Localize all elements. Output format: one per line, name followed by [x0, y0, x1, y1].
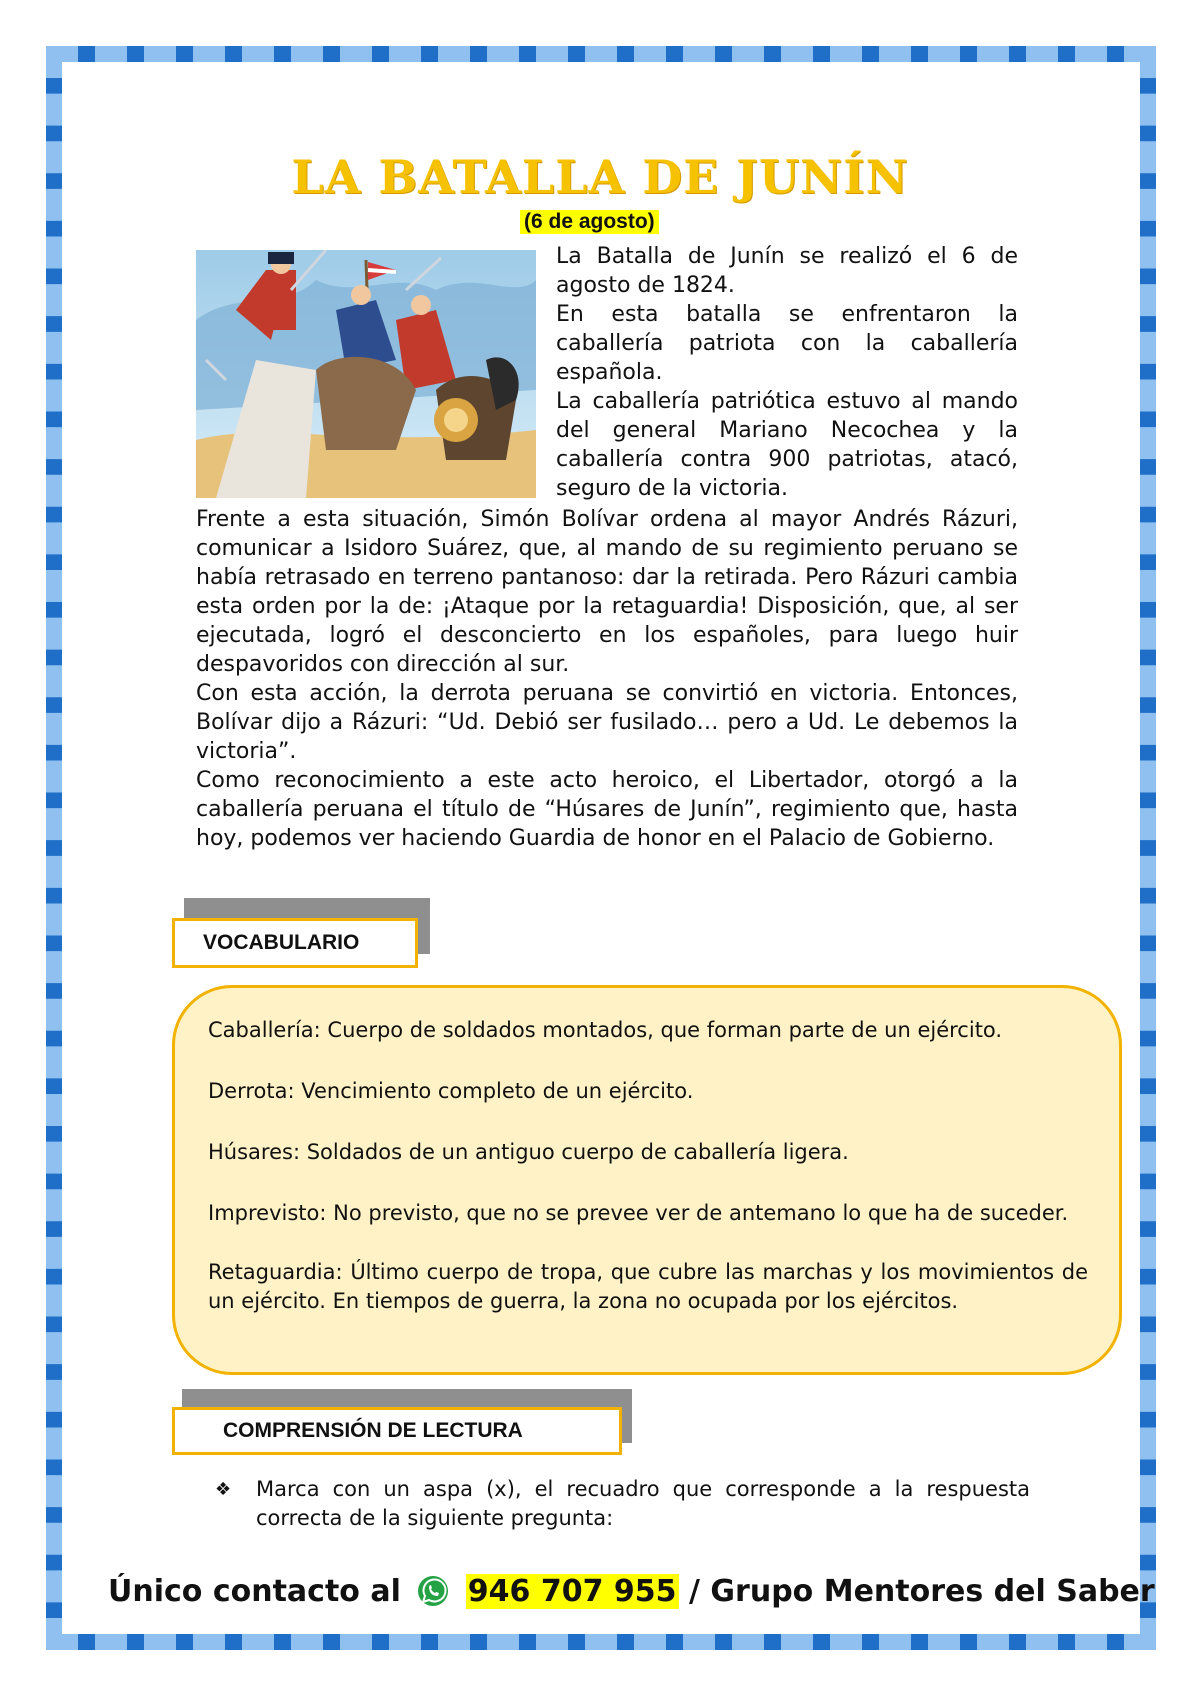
footer-prefix: Único contacto al — [108, 1574, 401, 1609]
body-text — [196, 505, 1018, 853]
footer-contact — [108, 1574, 1155, 1609]
intro-paragraph: La Batalla de Junín se realizó el 6 de agosto de 1824. — [556, 244, 1018, 298]
intro-text — [556, 242, 1018, 503]
vocab-entry — [208, 1199, 1088, 1228]
vocab-definition: No previsto, que no se prevee ver de antemano lo que ha de suceder. — [333, 1201, 1069, 1225]
body-paragraph: Con esta acción, la derrota peruana se convirtió en victoria. Entonces, Bolívar dijo a Rázuri: “Ud. Debió ser fusilado… pero a Ud. Le debemos la victoria”. — [196, 681, 1018, 764]
body-paragraph: Como reconocimiento a este acto heroico, el Libertador, otorgó a la caballería peruana el título de “Húsares de Junín”, regimiento que, hasta hoy, podemos ver haciendo Guardia de honor en el Palacio de Gobierno. — [196, 768, 1018, 851]
vocab-definition: Cuerpo de soldados montados, que forman parte de un ejército. — [327, 1018, 1003, 1042]
diamond-bullet-icon: ❖ — [215, 1479, 232, 1500]
vocabulary-header: VOCABULARIO — [172, 918, 418, 968]
whatsapp-icon — [417, 1575, 449, 1607]
page-title: LA BATALLA DE JUNÍN — [291, 150, 909, 204]
vocab-term: Derrota: — [208, 1079, 295, 1103]
vocab-term: Imprevisto: — [208, 1201, 327, 1225]
footer-phone: 946 707 955 — [467, 1574, 677, 1609]
vocab-entry — [208, 1138, 1088, 1167]
vocab-term: Caballería: — [208, 1018, 321, 1042]
intro-paragraph: En esta batalla se enfrentaron la caballería patriota con la caballería española. — [556, 302, 1018, 385]
instruction-text: Marca con un aspa (x), el recuadro que corresponde a la respuesta correcta de la siguiente pregunta: — [256, 1477, 1030, 1530]
page-subtitle: (6 de agosto) — [520, 210, 659, 234]
vocab-entry — [208, 1077, 1088, 1106]
vocab-entry — [208, 1258, 1088, 1316]
comprehension-header: COMPRENSIÓN DE LECTURA — [172, 1407, 622, 1455]
vocab-definition: Soldados de un antiguo cuerpo de caballería ligera. — [306, 1140, 849, 1164]
vocab-definition: Último cuerpo de tropa, que cubre las marchas y los movimientos de un ejército. En tiempos de guerra, la zona no ocupada por los ejércitos. — [208, 1260, 1088, 1313]
vocab-definition: Vencimiento completo de un ejército. — [301, 1079, 694, 1103]
intro-paragraph: La caballería patriótica estuvo al mando del general Mariano Necochea y la caballería contra 900 patriotas, atacó, seguro de la victoria. — [556, 389, 1018, 501]
vocab-term: Húsares: — [208, 1140, 301, 1164]
body-paragraph: Frente a esta situación, Simón Bolívar ordena al mayor Andrés Rázuri, comunicar a Isidoro Suárez, que, al mando de su regimiento peruano se había retrasado en terreno pantanoso: dar la retirada. Pero Rázuri cambia esta orden por la de: ¡Ataque por la retaguardia! Disposición, que, al ser ejecutada, logró el desconcierto en los españoles, para luego huir despavoridos con dirección al sur. — [196, 507, 1018, 677]
footer-suffix: / Grupo Mentores del Saber — [689, 1574, 1155, 1609]
vocab-entry — [208, 1016, 1088, 1045]
battle-illustration — [196, 250, 536, 498]
vocab-term: Retaguardia: — [208, 1260, 343, 1284]
instruction — [215, 1475, 1030, 1533]
